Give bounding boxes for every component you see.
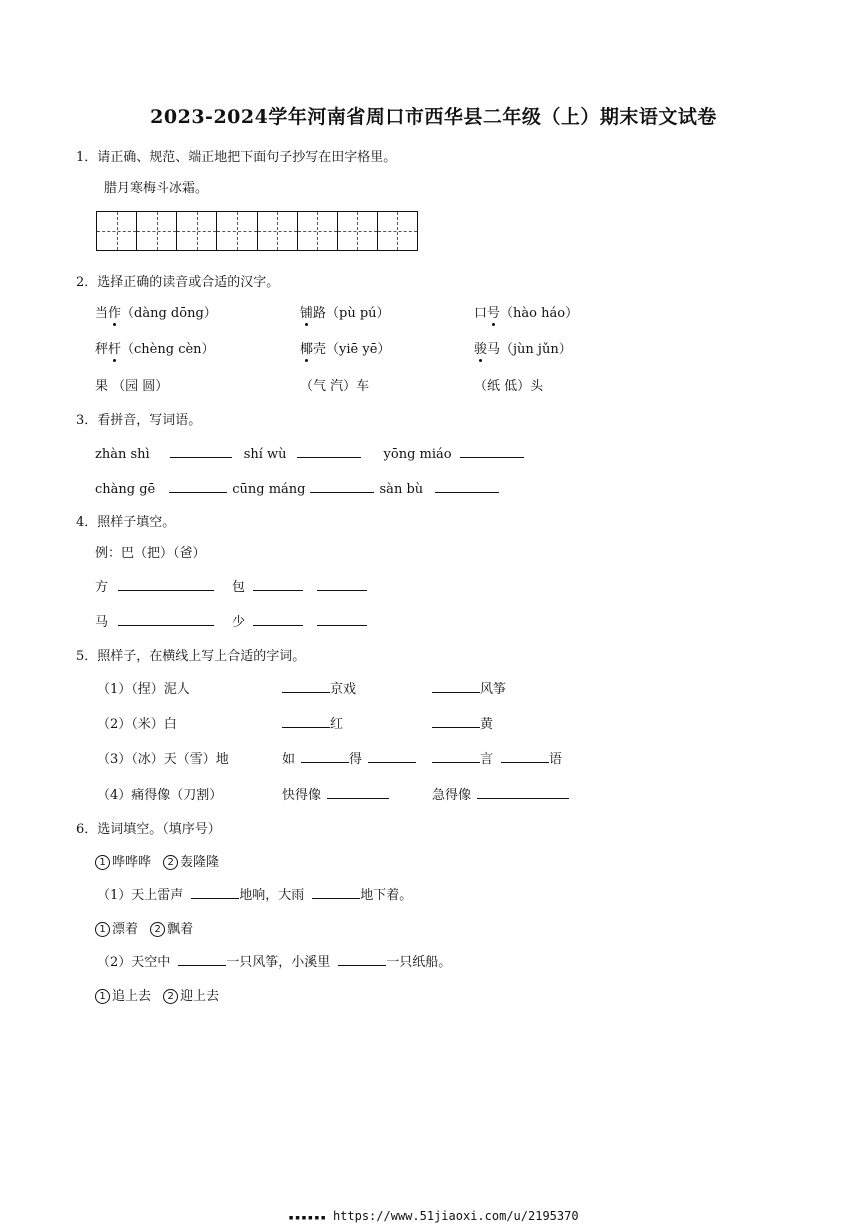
answer-blank[interactable]	[118, 611, 214, 626]
footer-url-link[interactable]: https://www.51jiaoxi.com/u/2195370	[332, 1209, 579, 1223]
grid-cell[interactable]	[177, 212, 217, 250]
q1-sentence: 腊月寒梅斗冰霜。	[104, 181, 209, 196]
answer-blank[interactable]	[118, 576, 214, 591]
q2-item: 椰壳（yiē yē）	[300, 342, 391, 357]
q2-item: 骏马（jùn jǔn）	[474, 342, 572, 357]
q6-sentence: （1）天上雷声 地响，大雨 地下着。	[97, 884, 412, 903]
q2-item: 秤杆（chèng cèn）	[95, 342, 215, 357]
grid-cell[interactable]	[298, 212, 338, 250]
q5-stem: 5．照样子，在横线上写上合适的字词。	[76, 649, 306, 664]
q2-item: 口号（hào háo）	[474, 306, 579, 321]
answer-blank[interactable]	[169, 478, 227, 493]
q5-item: 黄	[432, 713, 493, 732]
q4-example: 例：巴（把）（爸）	[95, 546, 206, 561]
circled-number: 1	[95, 922, 110, 937]
q6-options: 1 哗哗哗 2 轰隆隆	[95, 851, 219, 870]
q6-sentence: （2）天空中 一只风筝，小溪里 一只纸船。	[97, 951, 451, 970]
q2-stem: 2．选择正确的读音或合适的汉字。	[76, 275, 280, 290]
q6-stem: 6．选词填空。（填序号）	[76, 822, 221, 837]
answer-blank[interactable]	[191, 884, 239, 899]
answer-blank[interactable]	[310, 478, 374, 493]
circled-number: 2	[163, 855, 178, 870]
answer-blank[interactable]	[432, 678, 480, 693]
q2-choice: （气 汽）车	[300, 379, 370, 394]
q5-item: 快得像	[282, 784, 389, 803]
grid-cell[interactable]	[137, 212, 177, 250]
answer-blank[interactable]	[170, 443, 232, 458]
q5-item: 红	[282, 713, 343, 732]
answer-blank[interactable]	[435, 478, 499, 493]
answer-blank[interactable]	[327, 784, 389, 799]
answer-blank[interactable]	[317, 611, 367, 626]
q5-example: （3）（冰）天（雪）地	[97, 752, 229, 767]
answer-blank[interactable]	[501, 748, 549, 763]
answer-blank[interactable]	[297, 443, 361, 458]
q4-stem: 4．照样子填空。	[76, 515, 176, 530]
answer-blank[interactable]	[253, 576, 303, 591]
q5-item: 言 语	[432, 748, 562, 767]
circled-number: 2	[150, 922, 165, 937]
grid-cell[interactable]	[97, 212, 137, 250]
q6-options: 1 追上去 2 迎上去	[95, 985, 219, 1004]
q4-row: 马 少	[95, 611, 367, 630]
page-title: 2023-2024学年河南省周口市西华县二年级（上）期末语文试卷	[150, 106, 717, 128]
q5-example: （2）（米）白	[97, 717, 177, 732]
answer-blank[interactable]	[432, 713, 480, 728]
circled-number: 1	[95, 855, 110, 870]
answer-blank[interactable]	[477, 784, 569, 799]
grid-cell[interactable]	[217, 212, 257, 250]
tianzige-grid[interactable]	[96, 211, 418, 251]
answer-blank[interactable]	[178, 951, 226, 966]
q2-item: 铺路（pù pú）	[300, 306, 390, 321]
footer-watermark: ▪▪▪▪▪▪	[288, 1213, 327, 1223]
q3-pinyin-row: zhàn shì shí wù yōng miáo	[95, 443, 524, 462]
circled-number: 1	[95, 989, 110, 1004]
q5-example: （4）痛得像（刀割）	[97, 788, 223, 803]
q3-stem: 3．看拼音，写词语。	[76, 413, 202, 428]
q5-item: 京戏	[282, 678, 356, 697]
answer-blank[interactable]	[432, 748, 480, 763]
answer-blank[interactable]	[317, 576, 367, 591]
q6-options: 1 漂着 2 飘着	[95, 918, 193, 937]
q3-pinyin-row: chàng gē cūng máng sàn bù	[95, 478, 499, 497]
answer-blank[interactable]	[460, 443, 524, 458]
answer-blank[interactable]	[368, 748, 416, 763]
answer-blank[interactable]	[301, 748, 349, 763]
grid-cell[interactable]	[258, 212, 298, 250]
q5-example: （1）（捏）泥人	[97, 682, 190, 697]
grid-cell[interactable]	[378, 212, 417, 250]
q4-row: 方 包	[95, 576, 367, 595]
grid-cell[interactable]	[338, 212, 378, 250]
answer-blank[interactable]	[282, 678, 330, 693]
circled-number: 2	[163, 989, 178, 1004]
footer	[0, 1209, 867, 1223]
q1-stem: 1．请正确、规范、端正地把下面句子抄写在田字格里。	[76, 150, 397, 165]
q5-item: 急得像	[432, 784, 569, 803]
q5-item: 如 得	[282, 748, 416, 767]
q2-choice: 果 （园 圆）	[95, 379, 169, 394]
q5-item: 风筝	[432, 678, 506, 697]
answer-blank[interactable]	[312, 884, 360, 899]
q2-choice: （纸 低）头	[474, 379, 544, 394]
answer-blank[interactable]	[253, 611, 303, 626]
q2-item: 当作（dàng dōng）	[95, 306, 217, 321]
answer-blank[interactable]	[282, 713, 330, 728]
answer-blank[interactable]	[338, 951, 386, 966]
